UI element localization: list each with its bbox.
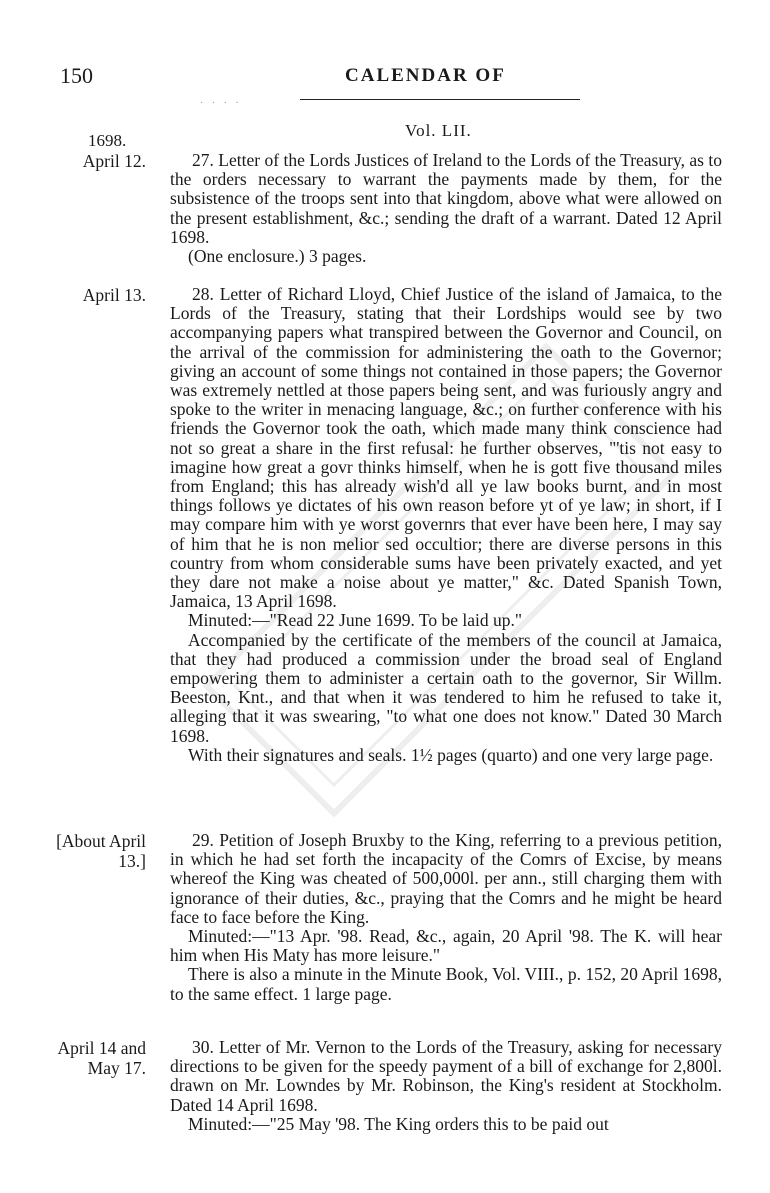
volume-label: Vol. LII. xyxy=(405,121,472,140)
entry-paragraph: Accompanied by the certificate of the members of the council at Jamaica, that they had produced a commission under the broad seal of England empowering them to administer a certain oath to the governor, Sir Willm. Beeston, Knt., and that when it was tendered to him he refused to take it, alleging that it was swearing, "to what one does not know." Dated 30 March 1698. xyxy=(170,629,722,746)
entry-date: April 14 and May 17. xyxy=(57,1038,146,1078)
entry-paragraph: 27. Letter of the Lords Justices of Ireland to the Lords of the Treasury, as to the orders necessary to warrant the payments made by them, for the subsistence of the troops sent into that kingdom, above what were allowed on the present establishment, &c.; sending the draft of a warrant. Dated 12 April 1698. xyxy=(170,150,722,247)
entry-date: April 12. xyxy=(82,151,146,171)
entry-paragraph: (One enclosure.) 3 pages. xyxy=(188,246,367,267)
minuted-line: Minuted:—"Read 22 June 1699. To be laid up." xyxy=(188,610,523,631)
entry-paragraph: 30. Letter of Mr. Vernon to the Lords of the Treasury, asking for necessary directions to be given for the speedy payment of a bill of exchange for 2,800l. drawn on Mr. Lowndes by Mr. Robinson, the King's resident at Stockholm. Dated 14 April 1698. xyxy=(170,1037,722,1115)
header-rule xyxy=(300,99,580,100)
page-number: 150 xyxy=(60,63,93,88)
entry-date: April 13. xyxy=(82,285,146,305)
entry-27 xyxy=(170,151,722,266)
entry-date: [About April 13.] xyxy=(56,831,146,871)
entry-paragraph: There is also a minute in the Minute Book, Vol. VIII., p. 152, 20 April 1698, to the same effect. 1 large page. xyxy=(170,964,722,1004)
entry-paragraph: 28. Letter of Richard Lloyd, Chief Justice of the island of Jamaica, to the Lords of the Treasury, stating that their Lordships would see by two accompanying papers what transpired between the Governor and Council, on the arrival of the commission for administering the oath to the Governor; giving an account of some things not contained in those papers; the Governor was extremely nettled at those papers being sent, and was furiously angry and spoke to the writer in menacing language, &c.; on further conference with his friends the Governor took the oath, which made many think conscience had not so great a share in the first refusal: he further observes, "'tis not easy to imagine how great a govr thinks himself, when he is gott five thousand miles from England; this has already wish'd all ye law books burnt, and in most things follows ye dictates of his own reason before yt of ye law; in short, if I may compare him with ye worst governrs that ever have been here, I may say of him that he is non melior sed occultior; there are diverse persons in this country from whom considerable sums have been privately exacted, and yet they dare not make a noise about ye matter," &c. Dated Spanish Town, Jamaica, 13 April 1698. xyxy=(170,284,722,612)
entry-30 xyxy=(170,1038,722,1134)
entry-paragraph: 29. Petition of Joseph Bruxby to the King, referring to a previous petition, in which he had set forth the incapacity of the Comrs of Excise, by means whereof the King was cheated of 500,000l. per ann., still charging them with ignorance of their duties, &c., praying that the Comrs and he might be heard face to face before the King. xyxy=(170,830,722,927)
minuted-line: Minuted:—"25 May '98. The King orders this to be paid out xyxy=(188,1113,609,1134)
entry-paragraph: With their signatures and seals. 1½ pages (quarto) and one very large page. xyxy=(188,744,714,765)
minuted-line: Minuted:—"13 Apr. '98. Read, &c., again, 20 April '98. The K. will hear him when His Maty has more leisure." xyxy=(170,926,722,966)
year-label: 1698. xyxy=(88,131,127,150)
running-title: CALENDAR OF xyxy=(345,65,506,86)
entry-28 xyxy=(170,285,722,765)
header-dots: · · · · xyxy=(200,98,242,109)
entry-29 xyxy=(170,831,722,1004)
